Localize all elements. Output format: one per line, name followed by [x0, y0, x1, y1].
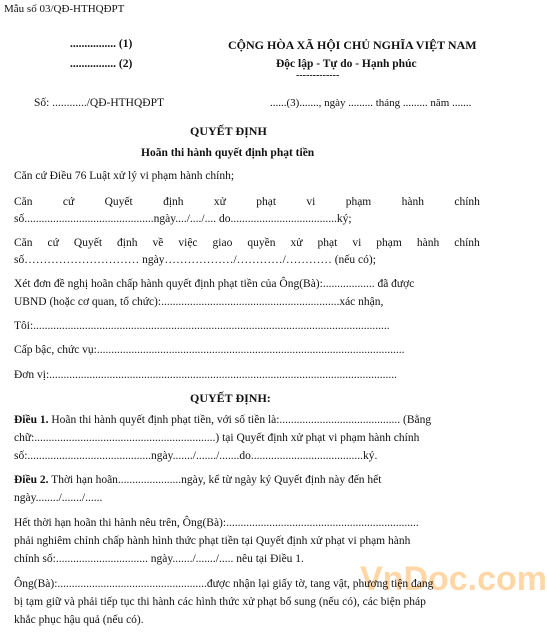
basis-delegation-line1	[14, 237, 480, 249]
word: về	[152, 237, 164, 249]
signer-rank: Cấp bậc, chức vụ:...........................................................................................................	[14, 344, 405, 356]
return-items-line1: Ông(Bà):....................................................được nhận lại giấy tờ, tang vật, phương tiện đang	[14, 578, 434, 590]
word: xử	[213, 196, 226, 208]
word: phạm	[345, 196, 372, 208]
motto-rule: -------------	[296, 70, 340, 81]
signer-name: Tôi:............................................................................................................................	[14, 320, 390, 332]
consideration-line2: UBND (hoặc cơ quan, tổ chức):..............................................................xác nhận,	[14, 296, 384, 308]
article-1-line2: chữ:...............................................................) tại Quyết định xử phạt vi phạm hành chính	[14, 432, 420, 444]
word: Căn	[14, 196, 33, 208]
word: quyền	[247, 237, 276, 249]
article-1-line3: số:...........................................ngày......./......./.......do.......................................ký.	[14, 450, 378, 462]
basis-delegation-line2: số………………………… ngày………………/…………/………… (nếu có);	[14, 254, 376, 266]
word: cứ	[62, 196, 75, 208]
postponement-end-line1: Hết thời hạn hoãn thi hành nêu trên, Ông(Bà):...................................................................	[14, 517, 419, 529]
postponement-end-line2: phải nghiêm chỉnh chấp hành hình thức phạt tiền tại Quyết định xử phạt vi phạm hành	[14, 535, 411, 547]
word: việc	[178, 237, 198, 249]
place-date-line: ......(3)......., ngày ......... tháng ......... năm .......	[270, 97, 472, 109]
word: cứ	[47, 237, 59, 249]
word: vi	[306, 196, 316, 208]
document-title: QUYẾT ĐỊNH	[190, 124, 267, 138]
decides-heading: QUYẾT ĐỊNH:	[190, 391, 271, 405]
word: định	[117, 237, 138, 249]
article-2-text: Thời hạn hoãn......................ngày, kể từ ngày ký Quyết định này đến hết	[48, 474, 382, 486]
basis-decision-line2: số.............................................ngày..../..../.... do.....................................ký;	[14, 213, 352, 225]
article-2-line2: ngày......../......./......	[14, 492, 103, 504]
word: phạt	[317, 237, 338, 249]
watermark-logo: VnDoc.com	[360, 560, 547, 598]
word: phạt	[256, 196, 277, 208]
article-1-text: Hoãn thi hành quyết định phạt tiền, với số tiền là:.......................................... (Bằng	[48, 414, 432, 426]
word: định	[163, 196, 184, 208]
basis-decision-line1	[14, 196, 480, 208]
motto: Độc lập - Tự do - Hạnh phúc	[276, 58, 417, 70]
article-2-label: Điều 2.	[14, 474, 49, 486]
article-2-line1	[14, 474, 381, 486]
signer-unit: Đơn vị:.........................................................................................................................	[14, 369, 398, 381]
form-code: Mẫu số 03/QĐ-HTHQĐPT	[4, 3, 125, 15]
word: Quyết	[73, 237, 103, 249]
word: xử	[290, 237, 303, 249]
word: chính	[454, 237, 480, 249]
consideration-line1: Xét đơn đề nghị hoãn chấp hành quyết định phạt tiền của Ông(Bà):.................. đã được	[14, 278, 415, 290]
postponement-end-line3: chính số:................................ ngày......./......./..... nêu tại Điều 1.	[14, 553, 304, 565]
org-line-2: ................ (2)	[70, 58, 133, 70]
basis-law: Căn cứ Điều 76 Luật xử lý vi phạm hành chính;	[14, 170, 235, 182]
word: vi	[352, 237, 362, 249]
word: phạm	[376, 237, 402, 249]
word: hành	[401, 196, 424, 208]
word: chính	[454, 196, 480, 208]
word: Quyết	[104, 196, 133, 208]
return-items-line3: khắc phục hậu quả (nếu có).	[14, 614, 144, 626]
word: Căn	[14, 237, 33, 249]
word: giao	[212, 237, 233, 249]
return-items-line2: bị tạm giữ và phải tiếp tục thi hành các hình thức xử phạt bổ sung (nếu có), các biện pháp	[14, 596, 426, 608]
org-line-1: ................ (1)	[70, 38, 133, 50]
document-number: Số: ............/QĐ-HTHQĐPT	[34, 97, 165, 109]
country-name: CỘNG HÒA XÃ HỘI CHỦ NGHĨA VIỆT NAM	[228, 38, 477, 52]
article-1-label: Điều 1.	[14, 414, 49, 426]
word: hành	[416, 237, 440, 249]
article-1-line1	[14, 414, 431, 426]
document-subtitle: Hoãn thi hành quyết định phạt tiền	[141, 147, 315, 159]
